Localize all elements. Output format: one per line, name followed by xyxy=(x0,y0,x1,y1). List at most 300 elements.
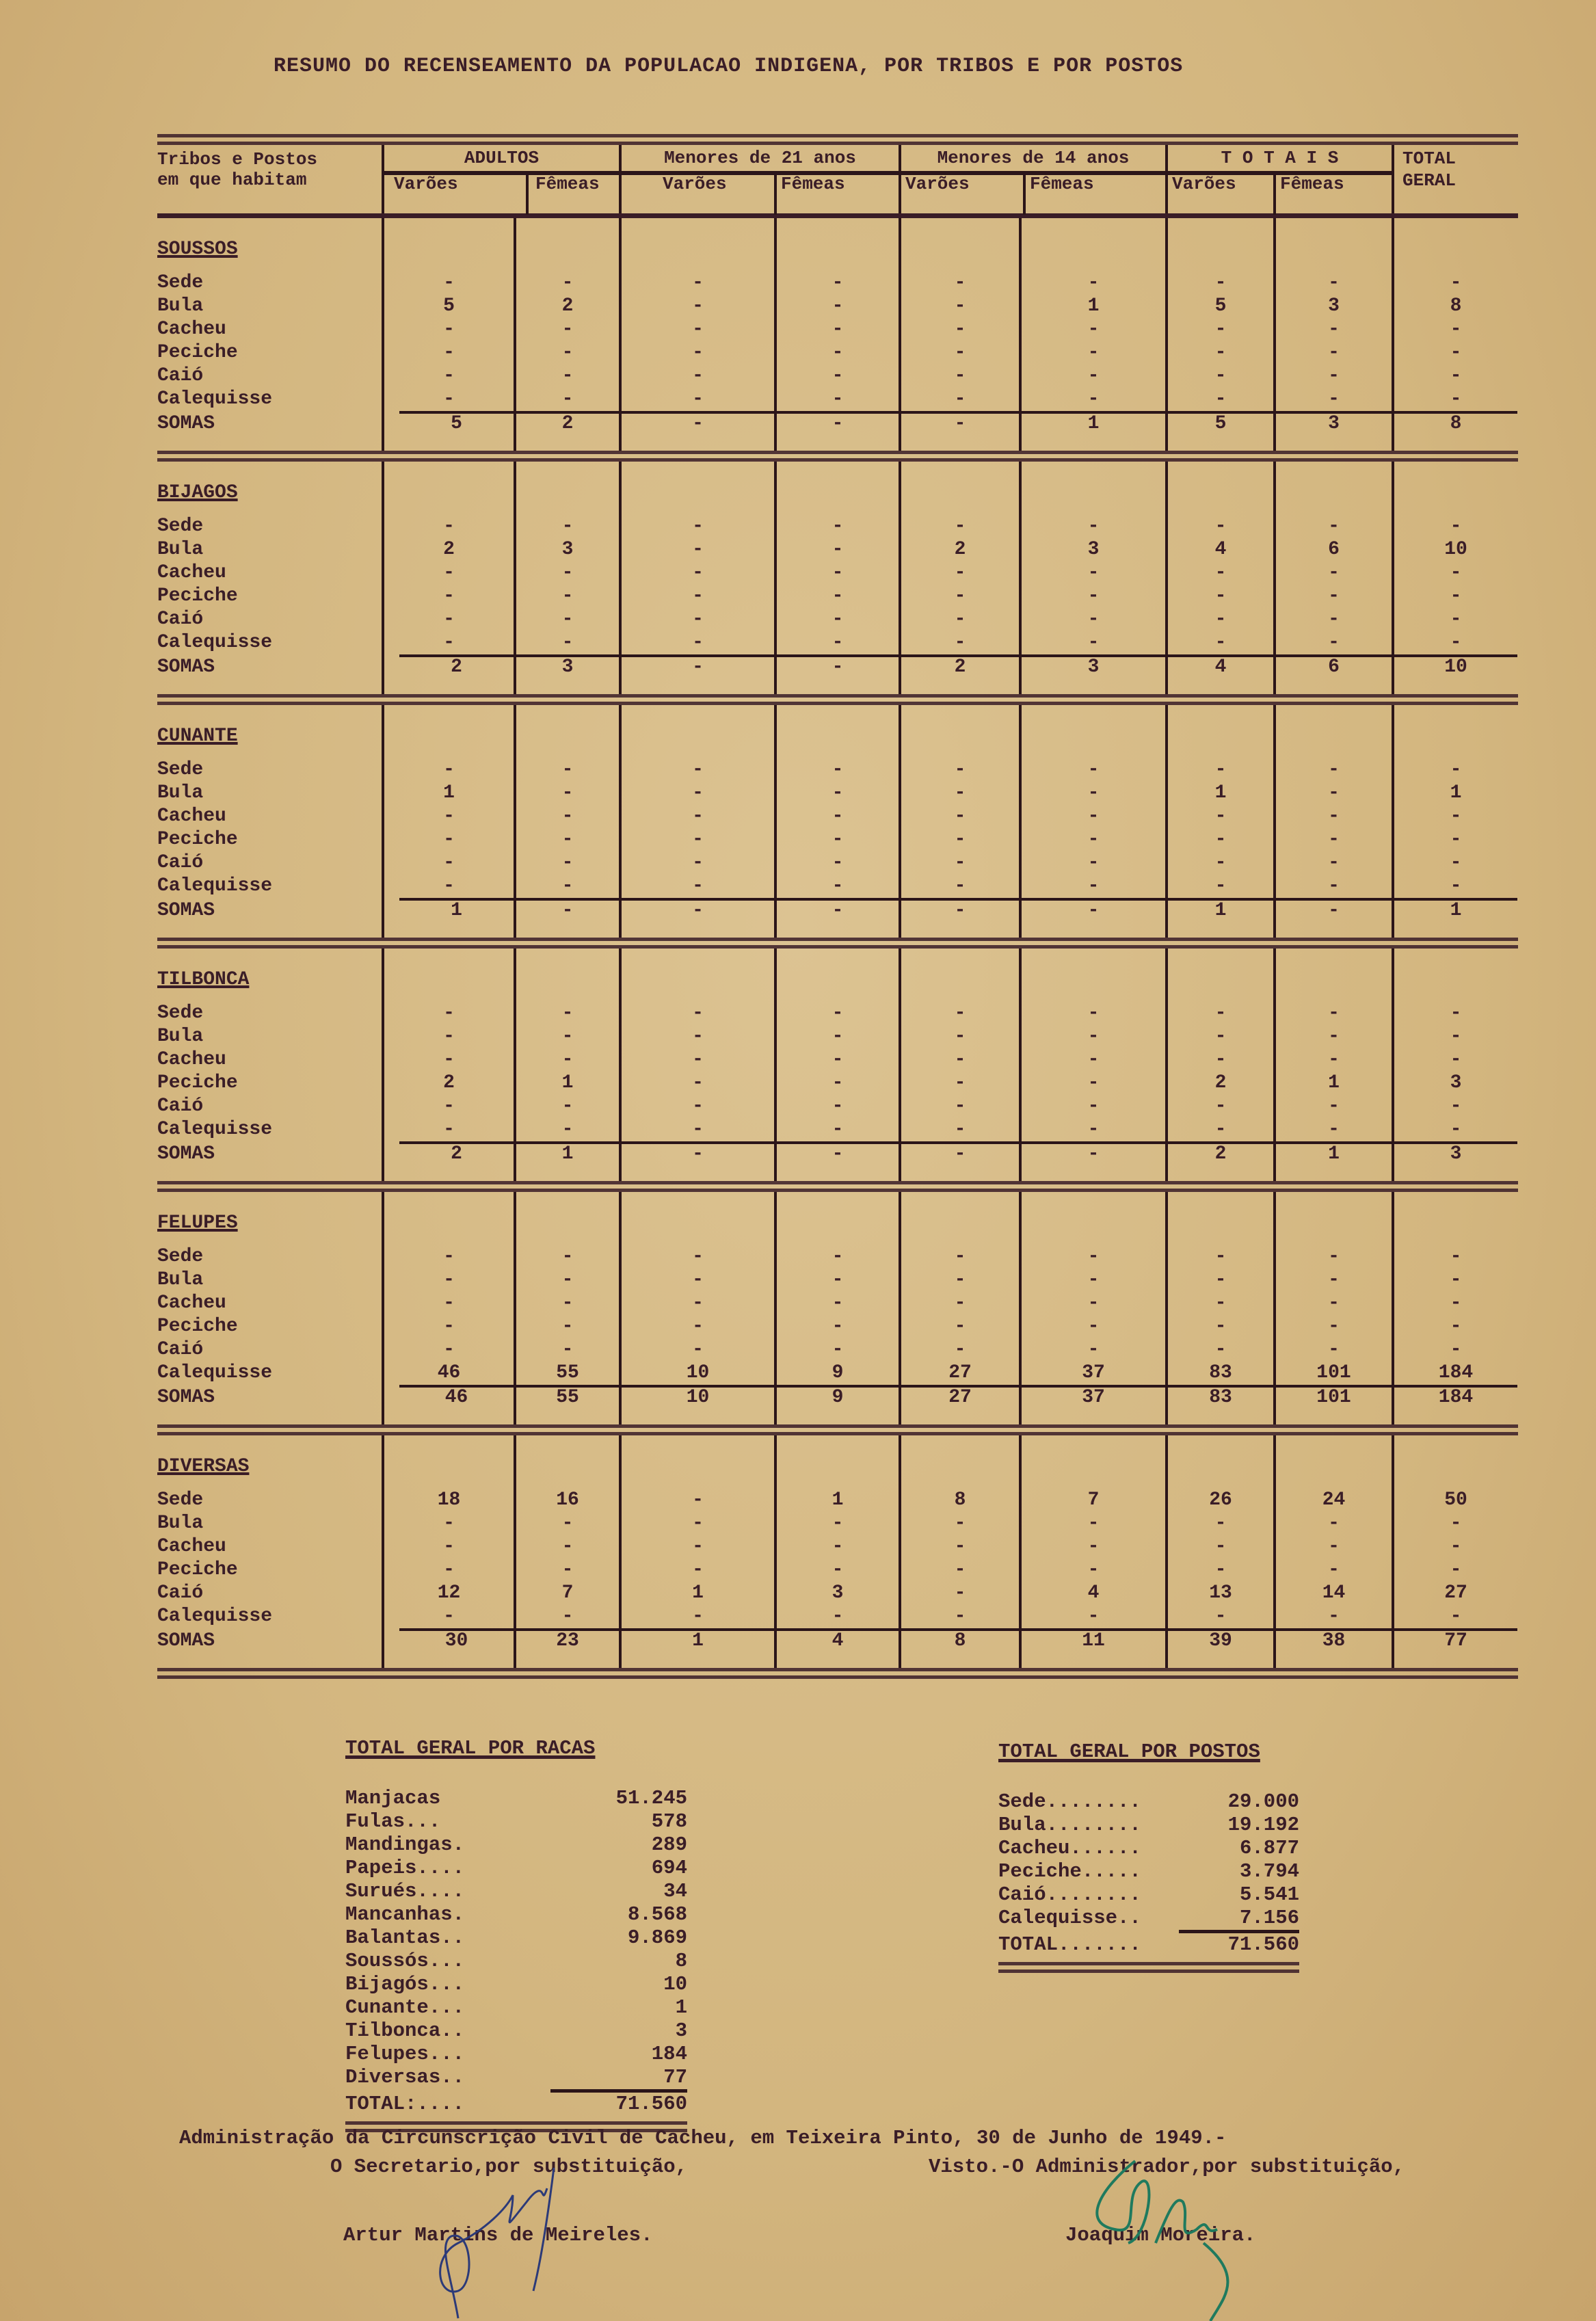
section-divider xyxy=(157,694,1518,705)
item-value: 5.541 xyxy=(1239,1883,1299,1906)
row-label: Sede xyxy=(157,1003,204,1024)
table-cell: - xyxy=(1214,1339,1227,1360)
table-cell: - xyxy=(1214,1316,1227,1337)
table-cell: - xyxy=(954,806,966,827)
table-cell: - xyxy=(692,852,704,873)
section-diversas xyxy=(157,1435,1518,1668)
table-cell: - xyxy=(561,1559,574,1580)
somas-cell: 4 xyxy=(1168,654,1273,678)
table-cell: - xyxy=(1450,585,1462,607)
table-cell: - xyxy=(1087,609,1100,630)
table-cell: - xyxy=(1214,1559,1227,1580)
table-cell: - xyxy=(1087,1606,1100,1627)
table-cell: - xyxy=(561,342,574,363)
table-cell: - xyxy=(561,829,574,850)
somas-cell: - xyxy=(777,898,899,921)
item-label: Tilbonca.. xyxy=(345,2019,465,2042)
table-cell: - xyxy=(1087,1096,1100,1117)
list-item xyxy=(345,1787,687,1810)
table-cell: - xyxy=(692,759,704,780)
somas-cell: 8 xyxy=(1394,411,1517,434)
item-label: Bijagós... xyxy=(345,1973,465,1995)
table-cell: - xyxy=(1450,388,1462,410)
row-label: Peciche xyxy=(157,1072,238,1093)
somas-label: SOMAS xyxy=(157,656,215,678)
value-column xyxy=(774,949,899,1181)
somas-cell: 9 xyxy=(777,1385,899,1408)
row-label: Bula xyxy=(157,1513,204,1534)
table-cell: - xyxy=(1450,1292,1462,1314)
table-cell: - xyxy=(443,1119,455,1140)
table-cell: 9 xyxy=(832,1362,844,1383)
table-cell: - xyxy=(692,342,704,363)
section-tilbonca xyxy=(157,949,1518,1181)
table-cell: - xyxy=(561,585,574,607)
value-column xyxy=(1165,705,1273,938)
somas-cell: 46 xyxy=(399,1385,514,1408)
somas-cell: 1 xyxy=(1276,1141,1392,1165)
row-label: Cacheu xyxy=(157,1536,226,1557)
section-divider xyxy=(157,1424,1518,1435)
total-by-race xyxy=(345,1737,687,2132)
table-cell: - xyxy=(1087,632,1100,653)
value-column xyxy=(382,705,514,938)
row-label: Peciche xyxy=(157,585,238,607)
item-value: 3 xyxy=(675,2019,687,2042)
table-cell: - xyxy=(1214,1096,1227,1117)
secretary-signature xyxy=(410,2161,629,2321)
table-cell: - xyxy=(1087,782,1100,804)
table-cell: 7 xyxy=(1087,1489,1100,1511)
value-column xyxy=(382,462,514,694)
value-column xyxy=(899,1435,1019,1668)
table-cell: - xyxy=(954,516,966,537)
table-cell: - xyxy=(561,1003,574,1024)
table-cell: - xyxy=(1450,272,1462,293)
table-cell: 8 xyxy=(1450,295,1462,317)
table-cell: - xyxy=(1450,516,1462,537)
value-column xyxy=(1392,1192,1517,1424)
table-cell: - xyxy=(1087,829,1100,850)
section-divider xyxy=(157,1181,1518,1192)
somas-cell: - xyxy=(1022,1141,1165,1165)
row-label: Cacheu xyxy=(157,806,226,827)
table-cell: - xyxy=(443,875,455,897)
administrator-signature xyxy=(1039,2140,1313,2321)
table-cell: - xyxy=(692,782,704,804)
value-column xyxy=(1165,1192,1273,1424)
list-item xyxy=(998,1837,1299,1860)
table-cell: 16 xyxy=(556,1489,579,1511)
value-column xyxy=(619,1192,774,1424)
table-cell: 7 xyxy=(561,1582,574,1604)
table-cell: - xyxy=(1450,1536,1462,1557)
table-cell: - xyxy=(832,875,844,897)
table-cell: - xyxy=(1214,1269,1227,1290)
somas-cell: 184 xyxy=(1394,1385,1517,1408)
value-column xyxy=(619,1435,774,1668)
somas-cell: 3 xyxy=(1276,411,1392,434)
table-cell: - xyxy=(1214,1119,1227,1140)
table-cell: 3 xyxy=(561,539,574,560)
table-cell: - xyxy=(954,875,966,897)
somas-cell: - xyxy=(777,411,899,434)
table-cell: - xyxy=(443,1292,455,1314)
table-cell: - xyxy=(443,1339,455,1360)
table-cell: - xyxy=(1087,1119,1100,1140)
header-label-line1: Tribos e Postos xyxy=(157,149,318,170)
somas-label: SOMAS xyxy=(157,413,215,434)
table-cell: 3 xyxy=(1087,539,1100,560)
table-cell: - xyxy=(443,609,455,630)
row-label: Cacheu xyxy=(157,1292,226,1314)
table-cell: - xyxy=(1087,1003,1100,1024)
item-label: Caió........ xyxy=(998,1883,1141,1906)
somas-cell: 1 xyxy=(622,1628,774,1652)
somas-cell: 6 xyxy=(1276,654,1392,678)
table-cell: - xyxy=(1328,782,1340,804)
somas-cell: - xyxy=(516,898,619,921)
value-column xyxy=(514,1192,619,1424)
row-label: Bula xyxy=(157,782,204,804)
table-cell: - xyxy=(692,1072,704,1093)
table-cell: - xyxy=(832,1003,844,1024)
table-cell: - xyxy=(832,539,844,560)
sub-femeas: Fêmeas xyxy=(774,174,845,215)
table-cell: - xyxy=(832,342,844,363)
table-cell: - xyxy=(1450,1026,1462,1047)
table-cell: 184 xyxy=(1438,1362,1474,1383)
table-cell: - xyxy=(954,1003,966,1024)
item-label: Mandingas. xyxy=(345,1833,465,1856)
somas-cell: - xyxy=(901,898,1019,921)
table-cell: - xyxy=(832,609,844,630)
item-label: Diversas.. xyxy=(345,2066,465,2088)
somas-cell: 5 xyxy=(1168,411,1273,434)
table-cell: - xyxy=(954,1559,966,1580)
value-column xyxy=(382,1435,514,1668)
row-label: Cacheu xyxy=(157,562,226,583)
table-cell: - xyxy=(692,1292,704,1314)
table-cell: 55 xyxy=(556,1362,579,1383)
table-cell: - xyxy=(1087,1049,1100,1070)
somas-cell: 1 xyxy=(399,898,514,921)
table-cell: - xyxy=(1328,1559,1340,1580)
table-cell: - xyxy=(692,875,704,897)
somas-cell: 1 xyxy=(1168,898,1273,921)
value-column xyxy=(1273,949,1392,1181)
table-cell: - xyxy=(1328,759,1340,780)
header-tribes-posts xyxy=(157,145,382,213)
table-cell: - xyxy=(561,272,574,293)
place-date-line: Administração da Circunscrição Civil de Cacheu, em Teixeira Pinto, 30 de Junho de 1949.- xyxy=(179,2127,1227,2149)
table-cell: - xyxy=(1450,1119,1462,1140)
value-column xyxy=(1019,705,1165,938)
section-divider xyxy=(157,938,1518,949)
table-cell: 5 xyxy=(443,295,455,317)
table-cell: 27 xyxy=(948,1362,972,1383)
table-cell: - xyxy=(561,516,574,537)
table-cell: - xyxy=(1214,1003,1227,1024)
table-cell: - xyxy=(1087,365,1100,386)
table-cell: 101 xyxy=(1316,1362,1351,1383)
table-cell: 2 xyxy=(443,1072,455,1093)
table-cell: - xyxy=(832,1096,844,1117)
row-labels-column xyxy=(157,462,382,694)
table-cell: - xyxy=(443,806,455,827)
table-cell: - xyxy=(692,295,704,317)
item-value: 10 xyxy=(663,1973,687,1995)
row-label: Calequisse xyxy=(157,1119,273,1140)
table-cell: - xyxy=(954,1269,966,1290)
table-cell: - xyxy=(1087,1339,1100,1360)
table-cell: - xyxy=(954,1513,966,1534)
table-cell: - xyxy=(692,1096,704,1117)
table-cell: - xyxy=(1087,759,1100,780)
table-cell: - xyxy=(954,1096,966,1117)
table-cell: - xyxy=(443,1606,455,1627)
table-cell: - xyxy=(561,1536,574,1557)
item-value: 34 xyxy=(663,1880,687,1902)
total-row xyxy=(345,2093,687,2116)
somas-cell: 37 xyxy=(1022,1385,1165,1408)
value-column xyxy=(382,1192,514,1424)
table-cell: - xyxy=(692,1513,704,1534)
table-cell: - xyxy=(561,1269,574,1290)
table-cell: - xyxy=(443,1049,455,1070)
table-cell: - xyxy=(954,562,966,583)
value-column xyxy=(1019,218,1165,451)
table-cell: - xyxy=(561,1316,574,1337)
table-cell: - xyxy=(692,585,704,607)
somas-cell: 2 xyxy=(901,654,1019,678)
row-labels-column xyxy=(157,1192,382,1424)
table-cell: - xyxy=(692,1316,704,1337)
table-cell: - xyxy=(832,1292,844,1314)
row-label: Peciche xyxy=(157,829,238,850)
table-cell: - xyxy=(954,1536,966,1557)
table-cell: - xyxy=(832,1049,844,1070)
table-cell: 83 xyxy=(1209,1362,1232,1383)
header-group-menores-14 xyxy=(899,145,1165,213)
value-column xyxy=(1019,462,1165,694)
table-cell: - xyxy=(832,585,844,607)
table-cell: - xyxy=(1328,319,1340,340)
sub-femeas: Fêmeas xyxy=(1023,174,1094,215)
table-cell: - xyxy=(692,1489,704,1511)
table-cell: - xyxy=(832,1246,844,1267)
value-column xyxy=(514,462,619,694)
table-cell: - xyxy=(832,852,844,873)
table-cell: - xyxy=(832,1606,844,1627)
row-label: Peciche xyxy=(157,1559,238,1580)
section-heading: TILBONCA xyxy=(157,969,250,990)
table-cell: 13 xyxy=(1209,1582,1232,1604)
table-cell: - xyxy=(692,1049,704,1070)
table-cell: - xyxy=(832,516,844,537)
table-cell: 1 xyxy=(561,1072,574,1093)
somas-cell: 3 xyxy=(1022,654,1165,678)
table-cell: - xyxy=(1087,1513,1100,1534)
group-label: T O T A I S xyxy=(1221,148,1339,168)
somas-label: SOMAS xyxy=(157,900,215,921)
table-cell: - xyxy=(443,1026,455,1047)
table-cell: - xyxy=(954,1049,966,1070)
table-cell: - xyxy=(1328,1119,1340,1140)
header-label-line2: em que habitam xyxy=(157,170,307,190)
census-table xyxy=(157,134,1518,1679)
table-cell: - xyxy=(954,295,966,317)
table-cell: - xyxy=(561,782,574,804)
table-cell: - xyxy=(1450,852,1462,873)
table-cell: - xyxy=(1214,365,1227,386)
table-cell: - xyxy=(954,388,966,410)
table-cell: - xyxy=(1214,516,1227,537)
table-cell: - xyxy=(954,342,966,363)
table-cell: - xyxy=(692,272,704,293)
somas-cell: 1 xyxy=(1394,898,1517,921)
somas-cell: - xyxy=(777,1141,899,1165)
table-cell: - xyxy=(1328,1316,1340,1337)
table-cell: - xyxy=(832,388,844,410)
table-cell: - xyxy=(561,365,574,386)
list-item xyxy=(345,2066,687,2089)
row-labels-column xyxy=(157,705,382,938)
somas-cell: 2 xyxy=(399,654,514,678)
group-label: Menores de 21 anos xyxy=(664,148,856,168)
value-column xyxy=(899,218,1019,451)
section-heading: DIVERSAS xyxy=(157,1456,250,1477)
table-cell: - xyxy=(1450,1559,1462,1580)
table-cell: - xyxy=(1087,585,1100,607)
table-cell: - xyxy=(832,782,844,804)
table-cell: - xyxy=(1450,609,1462,630)
somas-cell: 1 xyxy=(516,1141,619,1165)
table-cell: - xyxy=(443,1513,455,1534)
list-item xyxy=(345,2019,687,2043)
row-label: Bula xyxy=(157,295,204,317)
value-column xyxy=(1273,1435,1392,1668)
item-label: Mancanhas. xyxy=(345,1903,465,1926)
table-cell: - xyxy=(692,1246,704,1267)
list-item xyxy=(345,1973,687,1996)
somas-cell: - xyxy=(777,654,899,678)
secretary-role: O Secretario,por substituição, xyxy=(330,2156,688,2178)
table-cell: - xyxy=(1214,388,1227,410)
table-cell: 3 xyxy=(832,1582,844,1604)
table-cell: - xyxy=(561,1049,574,1070)
table-cell: 2 xyxy=(1214,1072,1227,1093)
table-cell: 3 xyxy=(1450,1072,1462,1093)
table-cell: 1 xyxy=(1450,782,1462,804)
somas-label: SOMAS xyxy=(157,1387,215,1408)
value-column xyxy=(774,462,899,694)
table-cell: - xyxy=(692,516,704,537)
table-cell: - xyxy=(561,562,574,583)
table-cell: - xyxy=(1214,272,1227,293)
value-column xyxy=(774,1192,899,1424)
table-cell: - xyxy=(1328,1269,1340,1290)
table-cell: - xyxy=(954,852,966,873)
table-cell: - xyxy=(692,1536,704,1557)
table-cell: - xyxy=(1328,388,1340,410)
table-cell: - xyxy=(954,319,966,340)
header-total-geral xyxy=(1392,145,1517,213)
value-column xyxy=(1019,949,1165,1181)
list-item xyxy=(345,1903,687,1926)
table-cell: 1 xyxy=(1087,295,1100,317)
item-label: Soussós... xyxy=(345,1950,465,1972)
table-cell: - xyxy=(832,295,844,317)
table-cell: - xyxy=(954,1072,966,1093)
table-cell: - xyxy=(954,1606,966,1627)
administrator-name: Joaquim Moreira. xyxy=(1065,2224,1256,2246)
table-cell: - xyxy=(1214,1026,1227,1047)
table-cell: 37 xyxy=(1082,1362,1105,1383)
table-cell: - xyxy=(1328,1339,1340,1360)
row-label: Caió xyxy=(157,609,204,630)
table-cell: - xyxy=(1450,1316,1462,1337)
table-cell: - xyxy=(1328,852,1340,873)
table-cell: - xyxy=(692,632,704,653)
value-column xyxy=(1165,949,1273,1181)
item-value: 51.245 xyxy=(615,1787,687,1809)
item-label: Bula........ xyxy=(998,1814,1141,1836)
table-cell: - xyxy=(832,1559,844,1580)
table-cell: - xyxy=(561,1606,574,1627)
table-cell: - xyxy=(1328,632,1340,653)
item-value: 1 xyxy=(675,1996,687,2019)
table-cell: 18 xyxy=(437,1489,461,1511)
table-cell: - xyxy=(561,632,574,653)
item-value: 184 xyxy=(651,2043,687,2065)
table-cell: 12 xyxy=(437,1582,461,1604)
table-cell: - xyxy=(832,759,844,780)
table-cell: - xyxy=(1328,1096,1340,1117)
row-label: Bula xyxy=(157,1269,204,1290)
row-label: Bula xyxy=(157,539,204,560)
header-group-totais xyxy=(1165,145,1392,213)
table-cell: - xyxy=(1087,1246,1100,1267)
item-value: 8 xyxy=(675,1950,687,1972)
table-cell: - xyxy=(1328,365,1340,386)
table-cell: - xyxy=(443,1559,455,1580)
total-value: 71.560 xyxy=(1227,1933,1299,1956)
item-value: 694 xyxy=(651,1857,687,1879)
section-felupes xyxy=(157,1192,1518,1424)
table-cell: - xyxy=(1087,272,1100,293)
table-cell: - xyxy=(1328,585,1340,607)
row-label: Cacheu xyxy=(157,1049,226,1070)
table-cell: - xyxy=(1450,365,1462,386)
table-header xyxy=(157,145,1518,213)
value-column xyxy=(774,705,899,938)
value-column xyxy=(1392,949,1517,1181)
total-geral-line1: TOTAL xyxy=(1402,148,1457,169)
section-heading: SOUSSOS xyxy=(157,239,238,260)
table-cell: - xyxy=(1214,632,1227,653)
value-column xyxy=(619,705,774,938)
row-label: Calequisse xyxy=(157,1362,273,1383)
row-label: Sede xyxy=(157,272,204,293)
value-column xyxy=(1392,218,1517,451)
table-cell: - xyxy=(561,1096,574,1117)
table-cell: 1 xyxy=(832,1489,844,1511)
value-column xyxy=(514,949,619,1181)
row-label: Calequisse xyxy=(157,875,273,897)
table-cell: - xyxy=(832,365,844,386)
table-cell: - xyxy=(1214,562,1227,583)
